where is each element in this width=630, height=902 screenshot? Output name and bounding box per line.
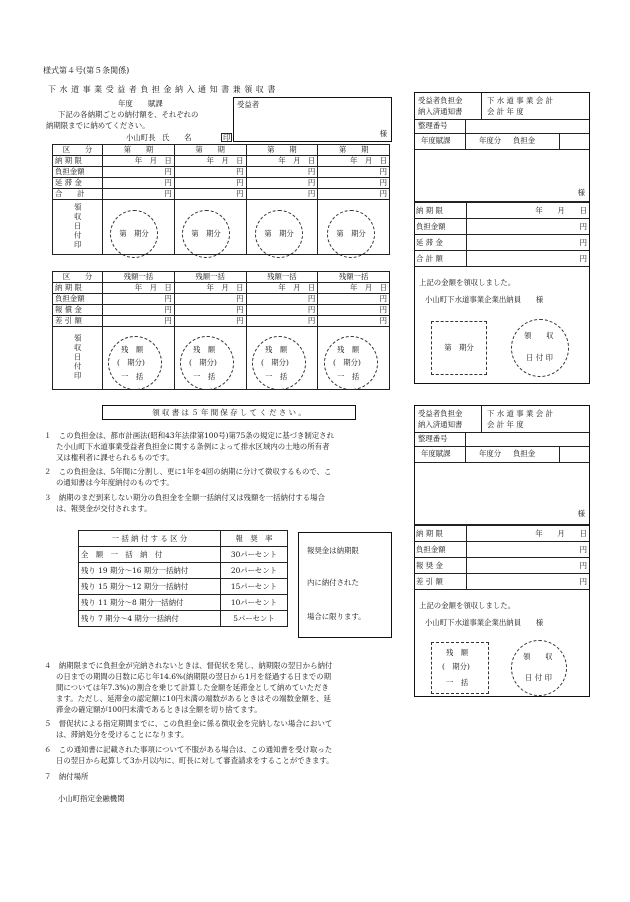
row-label: 納 期 限 (53, 283, 103, 294)
yen-cell: 円 (174, 316, 246, 327)
date-cell: 年 月 日 (466, 526, 589, 542)
row-label: 報 償 金 (53, 305, 103, 316)
yen-cell: 円 (466, 251, 589, 267)
table-row (414, 526, 589, 542)
yen-cell: 円 (246, 178, 318, 189)
yen-cell: 円 (174, 189, 246, 200)
yen-cell: 円 (246, 316, 318, 327)
reward-category: 全 額 一 括 納 付 (79, 547, 221, 563)
table-row (414, 251, 589, 267)
stamp-line-1: 領 収 (523, 652, 553, 661)
receipt-1-right1: 下 水 道 事 業 会 計 (487, 96, 553, 105)
yen-cell: 円 (318, 294, 390, 305)
receipt-1-right2: 会 計 年 度 (487, 107, 524, 116)
date-cell: 年 月 日 (174, 283, 246, 294)
table-row (79, 547, 288, 563)
table-row (414, 574, 589, 590)
receipt-1 (414, 92, 590, 384)
table-row (53, 316, 390, 327)
date-cell: 年 月 日 (246, 283, 318, 294)
yen-cell: 円 (103, 178, 175, 189)
table-row (53, 283, 390, 294)
reward-head-category: 一 括 納 付 す る 区 分 (79, 531, 221, 547)
table-row (414, 542, 589, 558)
yen-cell: 円 (103, 294, 175, 305)
reward-category: 残り 19 期分〜16 期分一括納付 (79, 563, 221, 579)
yen-cell: 円 (174, 167, 246, 178)
received-text: 上記の金額を領収しました。 (419, 601, 516, 610)
recipient-label: 受益者 (237, 100, 260, 109)
seiri-label: 整理番号 (418, 434, 448, 443)
yen-cell: 円 (246, 167, 318, 178)
note-1c: 又は権利者に課せられるものです。 (56, 453, 174, 462)
stamp-label: 領収日付印 (73, 202, 83, 250)
date-cell: 年 月 日 (246, 156, 318, 167)
row-label: 合 計 額 (414, 251, 466, 267)
reward-condition-box (298, 532, 392, 638)
note-4d: ます。ただし、延滞金の認定額に10円未満の端数があるときはその端数金額を、延 (56, 694, 331, 703)
period-header: 残額一括 (246, 272, 318, 283)
table-row (53, 167, 390, 178)
table-row (53, 189, 390, 200)
row-label: 納 期 限 (414, 203, 466, 219)
yen-cell: 円 (103, 167, 175, 178)
table-row (414, 219, 589, 235)
received-text: 上記の金額を領収しました。 (419, 278, 516, 287)
reward-category: 残り 11 期分〜8 期分一括納付 (79, 595, 221, 611)
yen-cell: 円 (174, 305, 246, 316)
receipt-1-fuka-row (415, 133, 589, 150)
row-label: 負担金額 (53, 294, 103, 305)
stamp-line-1: 残 額 (337, 345, 360, 354)
yen-cell: 円 (466, 558, 589, 574)
recipient-box (233, 97, 392, 142)
stamp-line-1: 残 額 (193, 345, 216, 354)
seal-mark: 印 (223, 133, 231, 142)
divider (465, 446, 466, 462)
period-header: 残額一括 (103, 272, 175, 283)
yen-cell: 円 (174, 178, 246, 189)
stamp-line-2: 日 付 印 (525, 673, 552, 682)
row-label: 差 引 額 (414, 574, 466, 590)
row-label: 納 期 限 (53, 156, 103, 167)
table-row (53, 294, 390, 305)
reward-rate: 10パーセント (221, 595, 288, 611)
row-label: 納 期 限 (414, 526, 466, 542)
yen-cell: 円 (318, 316, 390, 327)
receipt-stamp-circle: 第 期分 (327, 210, 375, 258)
receipt-2-right2: 会 計 年 度 (487, 420, 524, 429)
lump-stamp-circle (324, 336, 378, 390)
period-stamp-box: 第 期分 (431, 321, 487, 375)
stamp-line-1: 残 額 (446, 648, 469, 657)
receipt-2-fuka-row (415, 446, 589, 463)
reward-rate-table (78, 530, 288, 627)
reward-condition-2: 内に納付された (307, 578, 359, 587)
receipt-stamp-circle: 第 期分 (182, 210, 230, 258)
note-4a: ４ 納期限までに負担金が完納されないときは、督促状を発し、納期限の翌日から納付 (44, 661, 333, 670)
date-cell: 年 月 日 (174, 156, 246, 167)
stamp-line-2: ( 期分) (333, 358, 361, 367)
date-cell: 年 月 日 (318, 156, 390, 167)
reward-rate: 15パーセント (221, 579, 288, 595)
row-label: 延 滞 金 (414, 235, 466, 251)
receipt-2-sama: 様 (577, 509, 585, 518)
receipt-date-stamp (511, 319, 569, 377)
divider (481, 93, 482, 119)
seiri-label: 整理番号 (418, 121, 448, 130)
note-6b: 日の翌日から起算して3か月以内に、町長に対して審査請求をすることができます。 (56, 756, 334, 765)
receipt-1-amounts (414, 202, 589, 267)
yen-cell: 円 (103, 316, 175, 327)
futan-label: 負担金 (513, 449, 536, 458)
period-header: 残額一括 (318, 272, 390, 283)
receipt-date-stamp (511, 640, 567, 696)
receipt-1-left1: 受益者負担金 (418, 96, 463, 105)
divider (559, 446, 560, 462)
divider (465, 133, 466, 149)
receipt-2 (414, 405, 590, 697)
note-2a: ２ この負担金は、5年間に分割し、更に1年を4回の納期に分けて徴収するもので、こ (44, 467, 332, 476)
form-number: 様式第４号(第５条関係) (43, 66, 130, 75)
table-row (414, 203, 589, 219)
receipt-1-header (415, 93, 589, 120)
stamp-label-cell (53, 327, 103, 390)
note-4e: 滞金の確定額が100円未満であるときは全額を切り捨てます。 (56, 705, 262, 714)
table-row (79, 563, 288, 579)
receipt-2-right1: 下 水 道 事 業 会 計 (487, 409, 553, 418)
receipt-1-seiri-row (415, 119, 589, 134)
table-row (53, 305, 390, 316)
yen-cell: 円 (318, 167, 390, 178)
reward-head-rate: 報 奨 率 (221, 531, 288, 547)
table-row (414, 558, 589, 574)
stamp-line-3: 一 括 (193, 372, 216, 381)
stamp-line-2: ( 期分) (442, 662, 470, 671)
reward-category: 残り 15 期分〜12 期分一括納付 (79, 579, 221, 595)
lump-stamp-circle (252, 336, 306, 390)
note-7b: 小山町指定金融機関 (58, 794, 125, 803)
receipt-stamp-circle: 第 期分 (110, 210, 158, 258)
recipient-sama: 様 (379, 128, 387, 138)
note-2b: の通知書は今年度納付のものです。 (56, 478, 174, 487)
table-row (79, 579, 288, 595)
note-5a: ５ 督促状による指定期間までに、この負担金に係る徴収金を完納しない場合において (44, 719, 333, 728)
lump-stamp-circle (108, 336, 162, 390)
yen-cell: 円 (318, 189, 390, 200)
yen-cell: 円 (246, 294, 318, 305)
clerk-text: 小山町下水道事業企業出納員 様 (425, 618, 544, 627)
lump-stamp-circle (180, 336, 234, 390)
fuka-label: 年度賦課 (421, 449, 451, 458)
yen-cell: 円 (466, 574, 589, 590)
period-header: 第 期 (174, 145, 246, 156)
lump-period-stamp-box (431, 642, 489, 694)
row-label: 負担金額 (414, 219, 466, 235)
reward-rate: 5パーセント (221, 611, 288, 627)
date-cell: 年 月 日 (103, 156, 175, 167)
row-label: 負担金額 (414, 542, 466, 558)
stamp-line-1: 領 収 (524, 331, 554, 340)
kibun-label: 年度分 (479, 136, 502, 145)
receipt-1-left2: 納入済通知書 (418, 107, 463, 116)
receipt-2-seiri-row (415, 432, 589, 447)
reward-condition-3: 場合に限ります。 (307, 612, 366, 621)
stamp-line-3: 一 括 (446, 678, 469, 687)
period-header: 第 期 (318, 145, 390, 156)
note-7: ７ 納付場所 (44, 772, 89, 781)
table-row (53, 178, 390, 189)
stamp-line-1: 残 額 (121, 345, 144, 354)
period-header: 第 期 (103, 145, 175, 156)
receipt-2-header (415, 406, 589, 433)
year-label: 年度 (118, 99, 133, 108)
note-3b: は、報奨金が交付されます。 (56, 504, 152, 513)
receipt-2-left2: 納入済通知書 (418, 420, 463, 429)
stamp-line-2: 日 付 印 (526, 353, 553, 362)
stamp-line-2: ( 期分) (189, 358, 217, 367)
stamp-line-3: 一 括 (337, 372, 360, 381)
stamp-label-cell (53, 200, 103, 255)
table-row (79, 595, 288, 611)
row-label: 合 計 (53, 189, 103, 200)
kibun-label: 年度分 (479, 449, 502, 458)
row-label: 延 滞 金 (53, 178, 103, 189)
yen-cell: 円 (246, 189, 318, 200)
page-title: 下 水 道 事 業 受 益 者 負 担 金 納 入 通 知 書 兼 領 収 書 (48, 85, 276, 94)
receipt-stamp-circle: 第 期分 (255, 210, 303, 258)
divider (465, 432, 466, 446)
kubun-label: 賦課 (148, 99, 163, 108)
row-label: 差 引 額 (53, 316, 103, 327)
stamp-label: 領収日付印 (73, 333, 83, 381)
divider (559, 133, 560, 149)
header-cell: 区 分 (53, 272, 103, 283)
stamp-line-3: 一 括 (121, 372, 144, 381)
yen-cell: 円 (466, 542, 589, 558)
note-1a: １ この負担金は、都市計画法(昭和43年法律第100号)第75条の規定に基づき制定され (44, 431, 334, 440)
reward-rate: 30パーセント (221, 547, 288, 563)
reward-category: 残り 7 期分〜4 期分一括納付 (79, 611, 221, 627)
table-row (53, 156, 390, 167)
yen-cell: 円 (103, 305, 175, 316)
intro-line-1: 下記の各納期ごとの納付額を、それぞれの (58, 110, 199, 119)
table-row (79, 611, 288, 627)
note-3a: ３ 納期のまだ到来しない期分の負担金を全額一括納付又は残額を一括納付する場合 (44, 493, 325, 502)
header-cell: 区 分 (53, 145, 103, 156)
stamp-line-2: ( 期分) (117, 358, 145, 367)
futan-label: 負担金 (513, 136, 536, 145)
period-header: 第 期 (246, 145, 318, 156)
table-row (53, 272, 390, 283)
date-cell: 年 月 日 (103, 283, 175, 294)
reward-rate: 20パーセント (221, 563, 288, 579)
mayor-label: 小山町長 (126, 133, 156, 142)
yen-cell: 円 (466, 219, 589, 235)
yen-cell: 円 (246, 305, 318, 316)
note-4c: 間については年7.3%)の割合を乗じて計算した金額を延滞金として納めていただき (56, 683, 329, 692)
intro-line-2: 納期限までに納めてください。 (46, 121, 150, 130)
period-header: 残額一括 (174, 272, 246, 283)
stamp-line-1: 残 額 (265, 345, 288, 354)
note-1b: た小山町下水道事業受益者負担金に関する条例によって排水区域内の土地の所有者 (56, 442, 330, 451)
note-6a: ６ この通知書に記載された事項について不服がある場合は、この通知書を受け取った (44, 745, 333, 754)
stamp-line-2: ( 期分) (261, 358, 289, 367)
table-row (53, 145, 390, 156)
yen-cell: 円 (466, 235, 589, 251)
reward-condition-1: 報奨金は納期限 (307, 546, 359, 555)
note-4b: の日までの期間の日数に応じ年14.6%(納期限の翌日から1月を経過する日までの期 (56, 672, 331, 681)
receipt-2-left1: 受益者負担金 (418, 409, 463, 418)
divider (465, 119, 466, 133)
receipt-2-amounts (414, 525, 589, 590)
row-label: 負担金額 (53, 167, 103, 178)
date-cell: 年 月 日 (318, 283, 390, 294)
row-label: 報 奨 金 (414, 558, 466, 574)
yen-cell: 円 (318, 178, 390, 189)
receipt-1-sama: 様 (577, 188, 585, 197)
fuka-label: 年度賦課 (421, 136, 451, 145)
yen-cell: 円 (103, 189, 175, 200)
date-cell: 年 月 日 (466, 203, 589, 219)
table-row (414, 235, 589, 251)
note-5b: は、滞納処分を受けることになります。 (56, 730, 189, 739)
stamp-line-3: 一 括 (265, 372, 288, 381)
clerk-text: 小山町下水道事業企業出納員 様 (425, 295, 544, 304)
mayor-name-label: 氏 名 (162, 133, 192, 142)
yen-cell: 円 (318, 305, 390, 316)
retention-note: 領 収 書 は ５ 年 間 保 存 し て く だ さ い 。 (102, 405, 356, 420)
yen-cell: 円 (174, 294, 246, 305)
divider (481, 406, 482, 432)
table-row (79, 531, 288, 547)
